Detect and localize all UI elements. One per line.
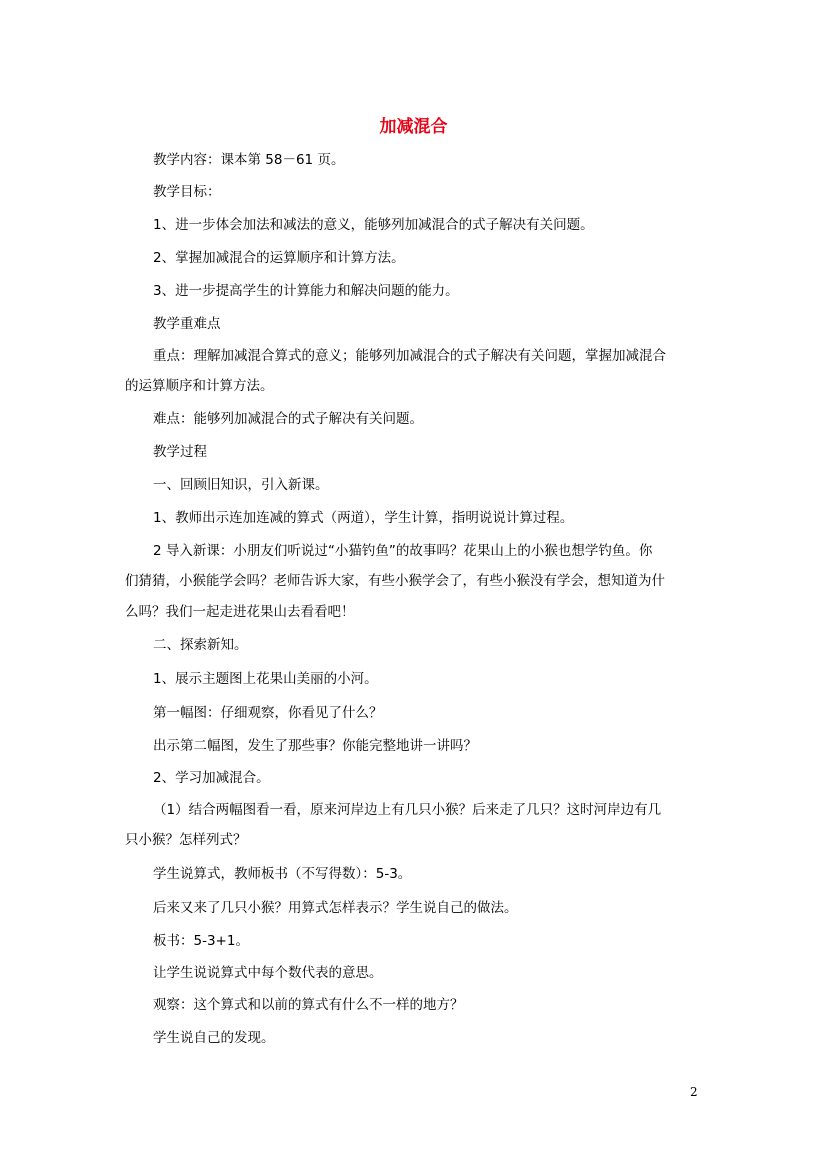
- text-line-explain-numbers: 让学生说说算式中每个数代表的意思。: [153, 965, 383, 981]
- text-line-intro-cont-1: 们猜猜，小猴能学会吗？老师告诉大家，有些小猴学会了，有些小猴没有学会，想知道为什: [125, 573, 665, 589]
- text-line-teaching-goals-heading: 教学目标：: [153, 184, 221, 200]
- text-line-show-river: 1、展示主题图上花果山美丽的小河。: [153, 671, 378, 687]
- text-line-board-1: 学生说算式，教师板书（不写得数）：5-3。: [153, 866, 412, 882]
- text-line-goal-1: 1、进一步体会加法和减法的意义，能够列加减混合的式子解决有关问题。: [153, 217, 594, 233]
- text-line-learn-mixed: 2、学习加减混合。: [153, 770, 270, 786]
- text-line-first-picture: 第一幅图：仔细观察，你看见了什么？: [153, 705, 383, 721]
- text-line-monkeys-came: 后来又来了几只小猴？用算式怎样表示？学生说自己的做法。: [153, 900, 518, 916]
- text-line-step-1: 1、教师出示连加连减的算式（两道），学生计算，指明说说计算过程。: [153, 510, 574, 526]
- text-line-second-picture: 出示第二幅图，发生了那些事？你能完整地讲一讲吗？: [153, 738, 477, 754]
- text-line-discovery: 学生说自己的发现。: [153, 1030, 275, 1046]
- text-line-section-two: 二、探索新知。: [153, 637, 248, 653]
- text-line-process-heading: 教学过程: [153, 444, 207, 460]
- document-title: 加减混合: [379, 117, 448, 137]
- text-line-section-one: 一、回顾旧知识，引入新课。: [153, 477, 329, 493]
- text-line-key-point-cont: 的运算顺序和计算方法。: [125, 378, 274, 394]
- text-line-intro-cont-2: 么吗？我们一起走进花果山去看看吧！: [125, 604, 355, 620]
- text-line-key-points-heading: 教学重难点: [153, 316, 221, 332]
- text-line-goal-3: 3、进一步提高学生的计算能力和解决问题的能力。: [153, 283, 459, 299]
- text-line-difficulty: 难点：能够列加减混合的式子解决有关问题。: [153, 411, 423, 427]
- text-line-key-point: 重点：理解加减混合算式的意义；能够列加减混合的式子解决有关问题，掌握加减混合: [153, 348, 666, 364]
- text-line-question-1: （1）结合两幅图看一看，原来河岸边上有几只小猴？后来走了几只？这时河岸边有几: [153, 802, 662, 818]
- text-line-goal-2: 2、掌握加减混合的运算顺序和计算方法。: [153, 250, 405, 266]
- text-line-intro: 2 导入新课：小朋友们听说过“小猫钓鱼”的故事吗？花果山上的小猴也想学钓鱼。你: [153, 543, 653, 559]
- text-line-question-1-cont: 只小猴？怎样列式？: [125, 832, 247, 848]
- text-line-board-2: 板书：5-3+1。: [153, 933, 249, 949]
- text-line-observe: 观察：这个算式和以前的算式有什么不一样的地方？: [153, 997, 464, 1013]
- page-number: 2: [690, 1085, 698, 1099]
- text-line-teaching-content: 教学内容：课本第 58－61 页。: [153, 152, 345, 168]
